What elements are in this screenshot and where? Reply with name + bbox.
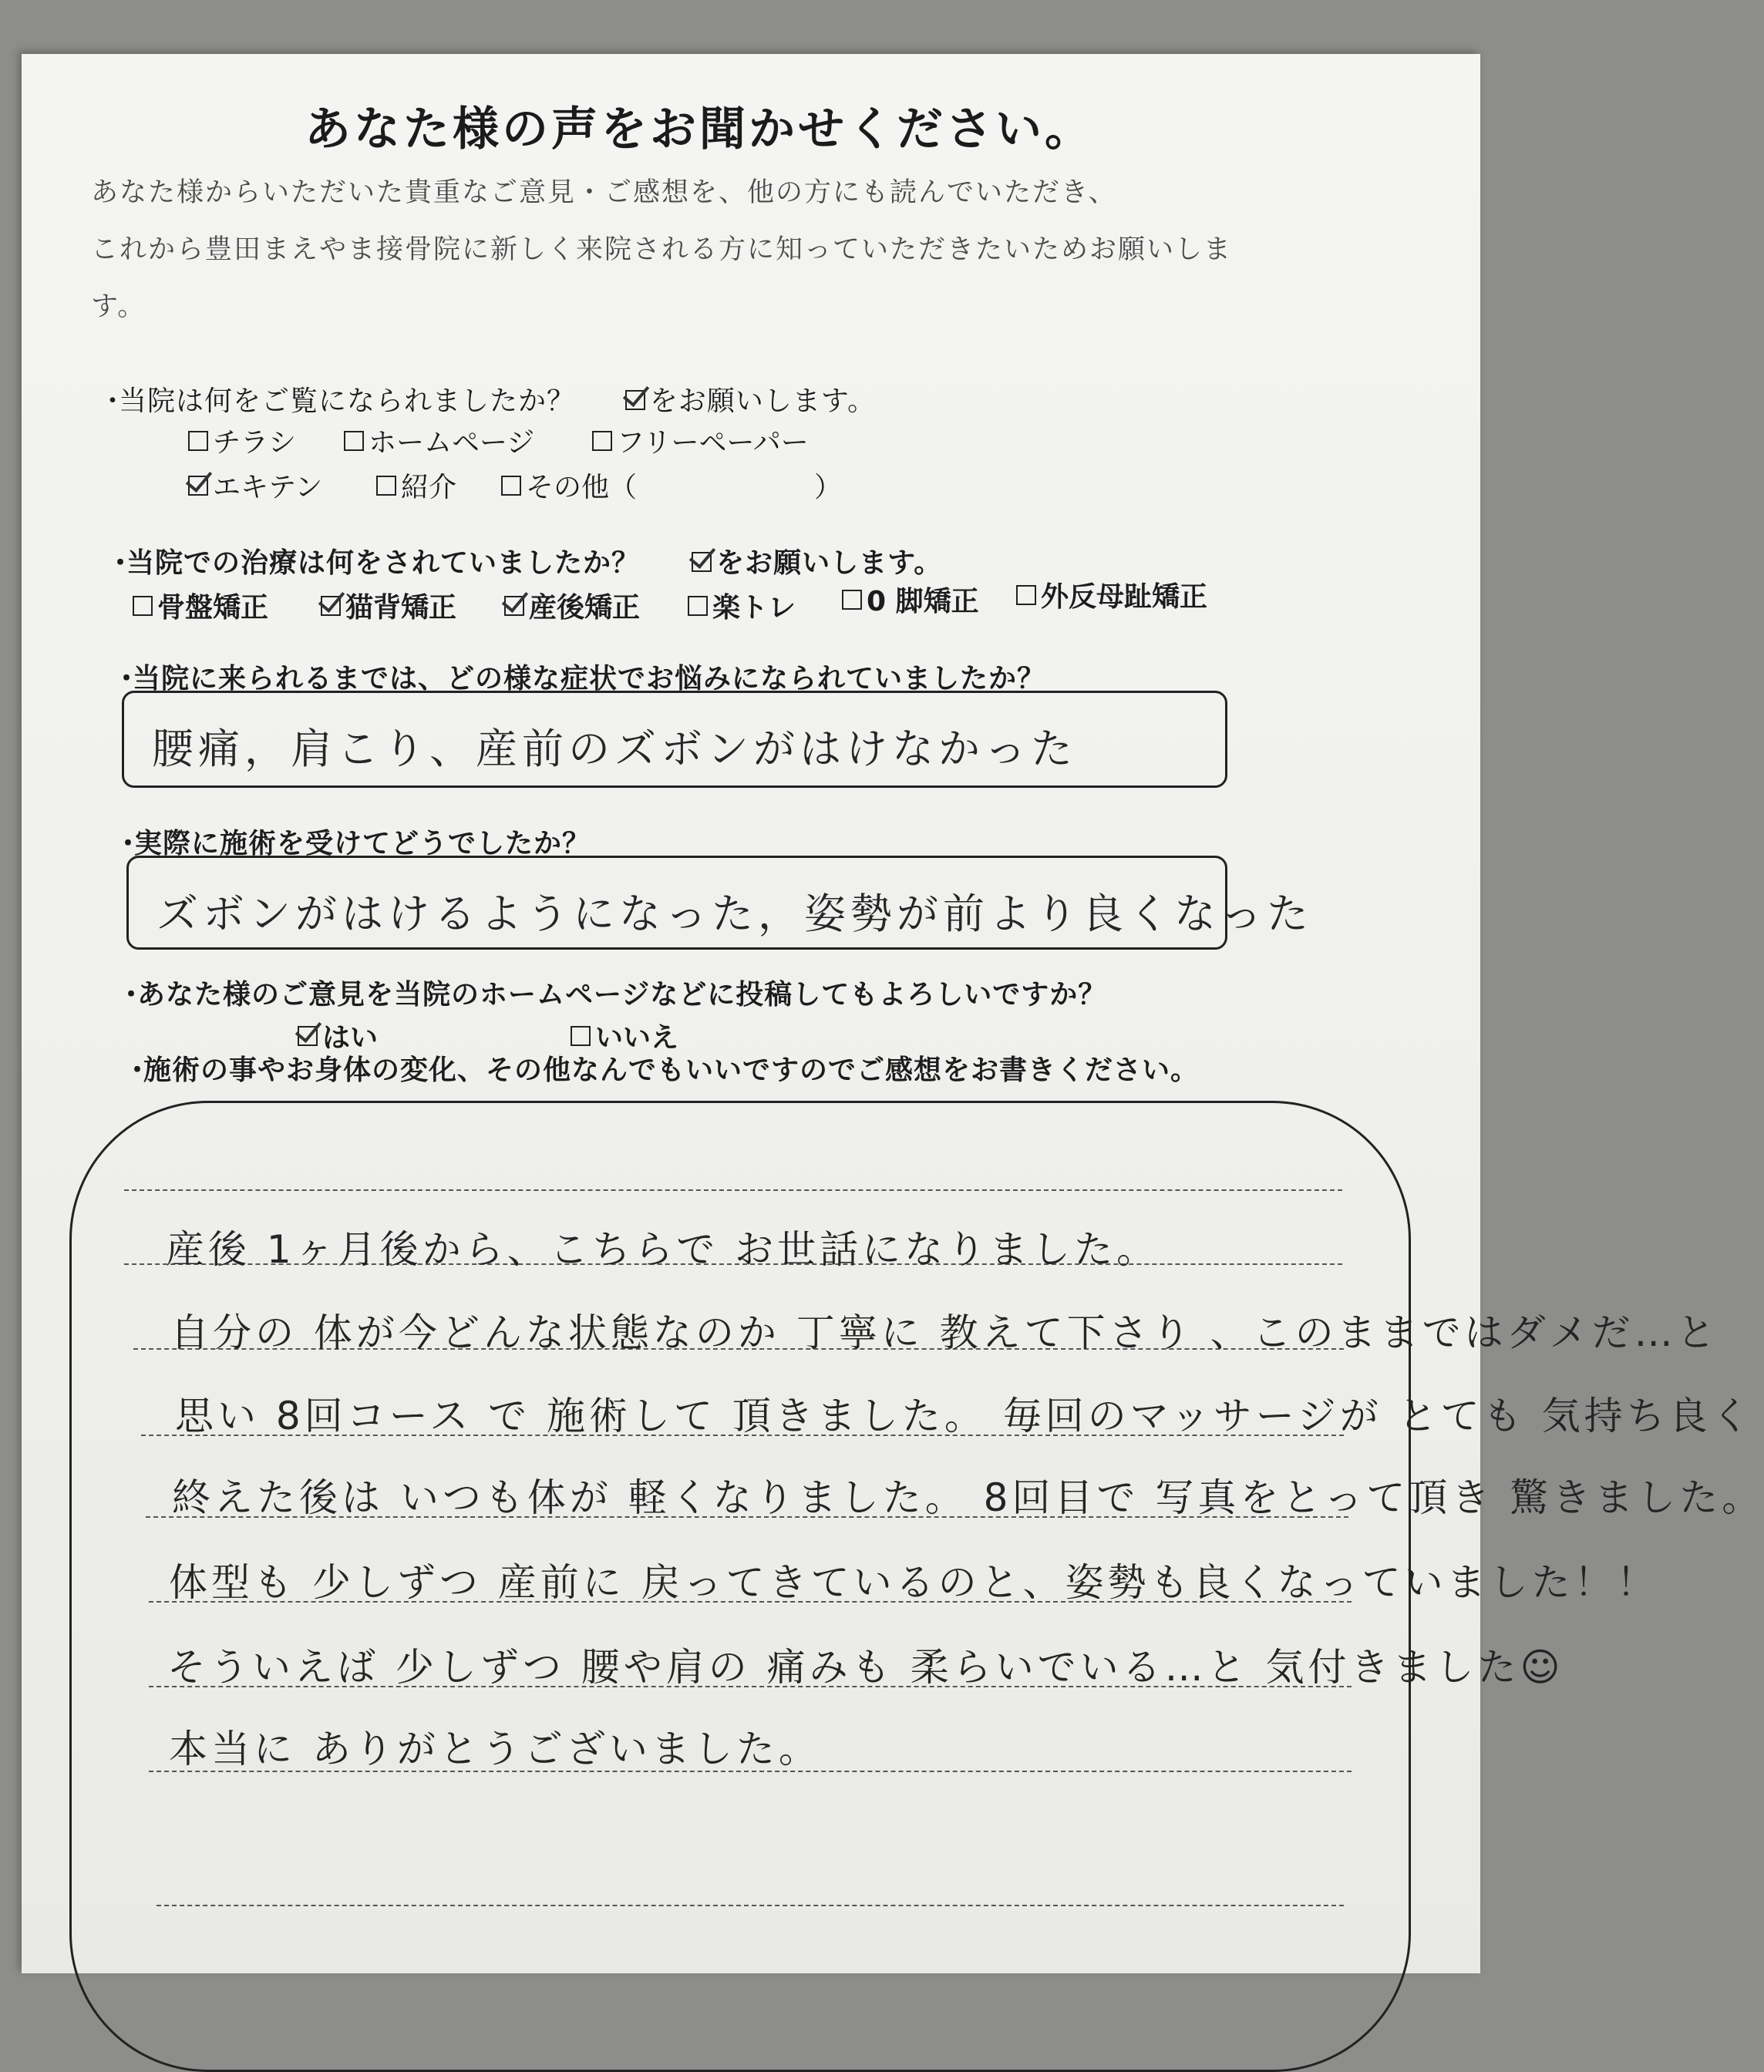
dash-line	[124, 1189, 1342, 1191]
comment-line-1: 産後 1ヶ月後から、こちらで お世話になりました。	[166, 1227, 1160, 1272]
option-flyer[interactable]: チラシ	[188, 421, 296, 460]
option-pelvis[interactable]: 骨盤矯正	[133, 586, 268, 625]
checkbox[interactable]	[571, 1026, 591, 1046]
q3-answer-box[interactable]	[122, 691, 1227, 788]
option-rakutore[interactable]: 楽トレ	[688, 586, 796, 625]
checkbox-checked[interactable]	[321, 596, 341, 616]
checkbox-checked[interactable]	[188, 476, 208, 496]
checkbox[interactable]	[842, 590, 862, 610]
comment-box[interactable]	[69, 1101, 1764, 2072]
q4-answer-box[interactable]	[126, 856, 1313, 950]
comment-line-2: 自分の 体が今どんな状態なのか 丁寧に 教えて下さり 、このままではダメだ…と	[170, 1310, 1719, 1355]
checkbox[interactable]	[133, 596, 153, 616]
option-yes[interactable]: はい	[298, 1016, 378, 1055]
intro-line-2: これから豊田まえやま接骨院に新しく来院される方に知っていただきたいためお願いしま	[91, 234, 1233, 265]
option-o-leg[interactable]: 0 脚矯正	[842, 580, 979, 619]
checkbox-sample	[692, 552, 712, 572]
option-other[interactable]: その他（ ）	[501, 466, 842, 505]
option-referral[interactable]: 紹介	[376, 466, 456, 505]
q2-question-text: 当院での治療は何をされていましたか？	[126, 547, 641, 579]
q6-question: ・施術の事やお身体の変化、その他なんでもいいですのでご感想をお書きください。	[123, 1054, 1200, 1086]
checkbox-checked[interactable]	[504, 596, 524, 616]
checkbox[interactable]	[1016, 585, 1036, 605]
checkbox[interactable]	[188, 431, 208, 451]
comment-line-7: 本当に ありがとうございました。	[169, 1727, 821, 1771]
comment-line-6: そういえば 少しずつ 腰や肩の 痛みも 柔らいでいる…と 気付きました☺	[167, 1645, 1564, 1690]
option-free-paper[interactable]: フリーペーパー	[592, 421, 809, 460]
q4-answer-text: ズボンがはけるようになった，姿勢が前より良くなった	[157, 890, 1313, 938]
comment-line-3: 思い 8回コース で 施術して 頂きました。 毎回のマッサージが とても 気持ち良く	[175, 1394, 1754, 1438]
comment-line-4: 終えた後は いつも体が 軽くなりました。 8回目で 写真をとって頂き 驚きました。	[172, 1475, 1764, 1520]
checkbox[interactable]	[688, 596, 708, 616]
checkbox[interactable]	[501, 476, 521, 496]
option-postpartum[interactable]: 産後矯正	[504, 586, 640, 625]
checkbox-sample	[625, 390, 645, 410]
q2-question: ・当院での治療は何をされていましたか？ をお願いします。	[106, 547, 943, 579]
dash-line	[157, 1905, 1344, 1906]
checkbox-checked[interactable]	[298, 1026, 318, 1046]
option-bunion[interactable]: 外反母趾矯正	[1016, 575, 1207, 614]
option-posture[interactable]: 猫背矯正	[321, 586, 456, 625]
q2-instruction: をお願いします。	[716, 547, 943, 579]
option-no[interactable]: いいえ	[571, 1016, 678, 1055]
q3-answer-text: 腰痛，肩こり、産前のズボンがはけなかった	[152, 725, 1077, 773]
checkbox[interactable]	[344, 431, 364, 451]
page-title: あなた様の声をお聞かせください。	[305, 103, 1094, 156]
q5-question: ・あなた様のご意見を当院のホームページなどに投稿してもよろしいですか？	[117, 979, 1107, 1011]
q1-question-text: 当院は何をご覧になられましたか？	[119, 385, 576, 417]
option-ekiten[interactable]: エキテン	[188, 466, 322, 505]
option-homepage[interactable]: ホームページ	[344, 421, 534, 460]
q1-question: ・当院は何をご覧になられましたか？ をお願いします。	[99, 385, 877, 417]
q1-instruction: をお願いします。	[649, 385, 877, 417]
intro-line-1: あなた様からいただいた貴重なご意見・ご感想を、他の方にも読んでいただき、	[91, 177, 1117, 208]
checkbox[interactable]	[376, 476, 396, 496]
intro-line-3: す。	[91, 291, 146, 322]
comment-line-5: 体型も 少しずつ 産前に 戻ってきているのと、姿勢も良くなっていました！！	[169, 1560, 1659, 1605]
q3-question: ・当院に来られるまでは、どの様な症状でお悩みになられていましたか？	[113, 663, 1046, 695]
q4-question: ・実際に施術を受けてどうでしたか？	[114, 828, 591, 859]
checkbox[interactable]	[592, 431, 612, 451]
